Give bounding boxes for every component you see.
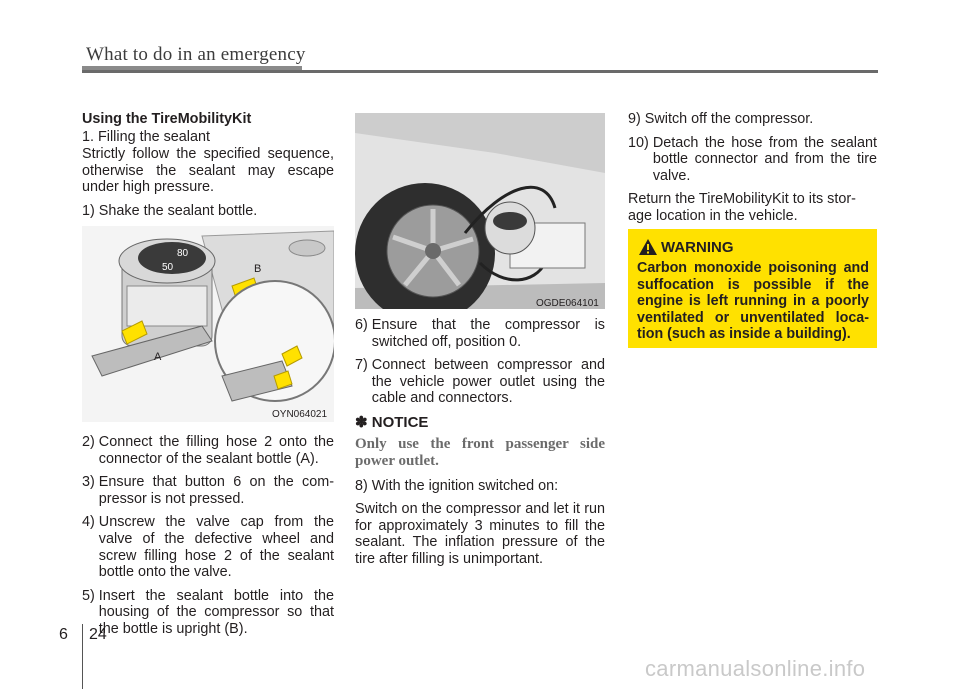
- step-number: 1): [82, 202, 95, 219]
- step-text: Switch off the compressor.: [644, 111, 814, 127]
- step-number: 5): [82, 587, 95, 604]
- step-number: 2): [82, 434, 95, 450]
- step-5: [82, 588, 334, 638]
- footer-rule: [82, 624, 83, 689]
- step-text: Insert the sealant bottle into the housing of the compressor so that the bottle is upright (B).: [98, 587, 334, 637]
- gauge-bottom-value: 50: [162, 262, 174, 273]
- step-number: 10): [628, 134, 649, 151]
- step-text: Shake the sealant bottle.: [98, 202, 258, 219]
- column-1-steps: [82, 434, 334, 645]
- site-watermark: carmanualsonline.info: [645, 656, 866, 681]
- step-text: Ensure that button 6 on the com-pressor is not pressed.: [98, 474, 334, 507]
- header-rule: [82, 70, 878, 73]
- step-number: 4): [82, 514, 95, 531]
- notice-heading: [355, 415, 605, 432]
- notice-symbol-icon: ✽: [355, 413, 368, 431]
- callout-a-label: A: [154, 351, 162, 363]
- warning-title: WARNING: [661, 239, 734, 256]
- step-number: 7): [355, 357, 368, 374]
- step-text: Ensure that the compressor is switched off, position 0.: [371, 317, 605, 350]
- column-3: [628, 111, 877, 232]
- step-text: Connect between compressor and the vehicle power outlet using the cable and connectors.: [371, 357, 605, 407]
- figure-caption: OYN064021: [272, 409, 328, 420]
- warning-icon: [638, 238, 658, 256]
- compressor-figure: [355, 113, 605, 309]
- column-1: [82, 111, 334, 227]
- compressor-illustration: [355, 113, 605, 309]
- figure-caption: OGDE064101: [536, 298, 599, 309]
- step-7: [355, 357, 605, 407]
- step-3: [82, 474, 334, 507]
- warning-body: Carbon monoxide poisoning and suffocation is possible if the engine is left running in a poorly ventilated or unventilated loca-tion (such as inside a building).: [637, 260, 869, 343]
- page-header-title: What to do in an emergency: [86, 44, 306, 65]
- sealant-bottle-illustration: [82, 226, 334, 422]
- warning-box: [628, 229, 877, 348]
- step-9: [628, 111, 877, 128]
- step-4: [82, 514, 334, 580]
- intro-paragraph: Strictly follow the specified sequence, otherwise the sealant may escape under high pressure.: [82, 146, 334, 196]
- callout-b-label: B: [254, 263, 262, 275]
- step-10: [628, 135, 877, 185]
- page-number: 24: [89, 626, 107, 643]
- gauge-top-value: 80: [177, 248, 189, 259]
- section-heading: Using the TireMobilityKit: [82, 111, 252, 127]
- step-text: Detach the hose from the sealant bottle connector and from the tire valve.: [652, 134, 877, 184]
- step-8: 8) With the ignition switched on:: [355, 477, 559, 494]
- subheading: 1. Filling the sealant: [82, 128, 210, 145]
- notice-title: NOTICE: [371, 413, 429, 431]
- step-text: Unscrew the valve cap from the valve of the defective wheel and screw filling hose 2 of the sealant bottle onto the valve.: [98, 514, 334, 581]
- step-number: 6): [355, 317, 368, 333]
- return-paragraph: Return the TireMobilityKit to its stor-age location in the vehicle.: [628, 191, 856, 224]
- section-number: 6: [59, 626, 68, 643]
- step-number: 9): [628, 111, 641, 127]
- sealant-bottle-figure: [82, 226, 334, 422]
- column-2: [355, 317, 605, 575]
- step-6: [355, 317, 605, 350]
- step-2: [82, 434, 334, 467]
- step-1: [82, 203, 334, 220]
- step-number: 3): [82, 474, 95, 491]
- notice-body: Only use the front passenger side power outlet.: [355, 435, 605, 469]
- step-text: Connect the filling hose 2 onto the connector of the sealant bottle (A).: [98, 434, 334, 467]
- compressor-paragraph: Switch on the compressor and let it run for approximately 3 minutes to fill the sealant. The inflation pressure of the tire after filling is unimportant.: [355, 501, 605, 567]
